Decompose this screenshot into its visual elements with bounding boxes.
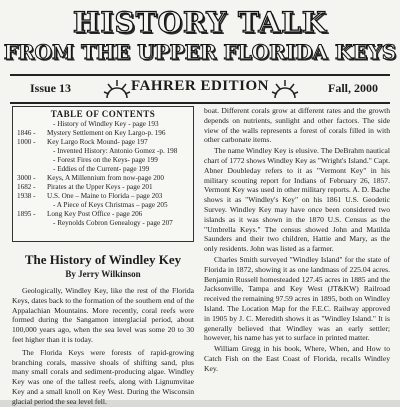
issue-date: Fall, 2000	[328, 81, 378, 95]
toc-item-text: - History of Windley Key - page 193	[53, 120, 159, 128]
toc-item-text: Keys, A Millennium from now-page 200	[47, 174, 164, 182]
toc-item	[17, 183, 189, 192]
toc-item-text: - A Piece of Keys Christmas – page 205	[53, 201, 168, 209]
masthead-subtitle: FROM THE UPPER FLORIDA KEYS	[3, 40, 397, 64]
issue-number: Issue 13	[30, 81, 72, 95]
toc-item	[17, 156, 189, 165]
sun-rays-icon	[272, 79, 298, 99]
toc-item-year: 1895 -	[17, 210, 36, 218]
article-paragraph: The Florida Keys were forests of rapid-growing branching corals, massive shoals of shifting sand, plus many small corals and sediment-producing algae. Windley Key was one of the tallest reefs, along with Lignumvitae Key and a small knoll on Key West. During the Wisconsin glacial period the sea level fell.	[12, 347, 194, 406]
masthead-title: HISTORY TALK	[72, 6, 328, 39]
right-column	[204, 106, 390, 400]
left-column	[12, 106, 194, 406]
toc-item-text: Mystery Settlement on Key Largo-p. 196	[47, 129, 166, 137]
toc-item-text: U.S. One – Maine to Florida – page 203	[47, 192, 163, 200]
toc-item-year: 3000 -	[17, 174, 36, 182]
toc-item-year: 1938 -	[17, 192, 36, 200]
toc-item-year: 1846 -	[17, 129, 36, 137]
toc-item	[17, 210, 189, 219]
article-paragraph: Geologically, Windley Key, like the rest of the Florida Keys, dates back to the formation of the southern end of the Appalachian Mountains. More recently, coral reefs were formed during the Sangamon interglacial period, about 100,000 years ago, when the sea level was some 20 to 30 feet higher than it is today.	[12, 286, 194, 344]
article-paragraph: William Gregg in his book, Where, When, and How to Catch Fish on the East Coast of Florida, recalls Windley Key.	[204, 344, 390, 373]
article-paragraph: The name Windley Key is elusive. The DeBrahm nautical chart of 1772 shows Windley Key as "Wright's Island." Capt. Abner Doubleday refers to it as "Vermont Key" in his military scouting report for Indians of February 26, 1857. Vermont Key was used in other military reports. A. D. Bache shows it as "Windley's Key" on his 1861 U.S. Geodetic Survey. Windley Key may have once been considered two islands as it was shown in the 1870 U.S. Census as the "Umbrella Keys." The census showed John and Matilda Saunders and their two children, Hattie and Mary, as the only residents. John was listed as a farmer.	[204, 146, 390, 254]
article-paragraph: boat. Different corals grow at different rates and the growth depends on nutrients, sunlight and other factors. The side view of the walls represents a forest of corals filled in with other carbonate items.	[204, 106, 390, 145]
toc-item-year: 1000 -	[17, 138, 36, 146]
issue-band	[10, 74, 390, 104]
article-paragraph: Charles Smith surveyed "Windley Island" for the state of Florida in 1872, showing it as one landmass of 225.04 acres. Benjamin Russell homesteaded 127.45 acres in 1885 and the Jacksonville, Tampa and Key West (JT&KW) Railroad received the remaining 97.59 acres in 1895, both on Windley Island. The Location Map for the F.E.C. Railway approved in 1905 by J. C. Meredith shows it as "Windley Island." It is generally believed that Windley was an early settler; however, his name has yet to surface in printed matter.	[204, 254, 390, 343]
toc-item-text: Long Key Post Office - page 206	[47, 210, 143, 218]
toc-item	[17, 174, 189, 183]
toc-item	[17, 147, 189, 156]
toc-item-text: - Invented History: Antonio Gomez -p. 198	[53, 147, 178, 155]
edition-title: FAHRER EDITION	[131, 78, 269, 94]
toc-item	[17, 201, 189, 210]
toc-item-text: Pirates at the Upper Keys - page 201	[47, 183, 153, 191]
toc-item-text: - Eddies of the Current- page 199	[53, 165, 150, 173]
toc-title: TABLE OF CONTENTS	[50, 109, 156, 119]
toc-item-text: Key Largo Rock Mound- page 197	[47, 138, 148, 146]
article-title: The History of Windley Key	[24, 252, 182, 267]
toc-item	[17, 219, 189, 228]
table-of-contents	[12, 106, 194, 242]
toc-item-text: - Forest Fires on the Keys- page 199	[53, 156, 158, 164]
toc-item	[17, 192, 189, 201]
article-byline: By Jerry Wilkinson	[65, 269, 141, 279]
toc-item-year: 1682 -	[17, 183, 36, 191]
toc-item	[17, 129, 189, 138]
toc-item	[17, 138, 189, 147]
toc-list	[17, 120, 189, 228]
toc-item	[17, 120, 189, 129]
toc-item	[17, 165, 189, 174]
toc-item-text: - Reynolds Cobron Genealogy - page 207	[53, 219, 173, 227]
